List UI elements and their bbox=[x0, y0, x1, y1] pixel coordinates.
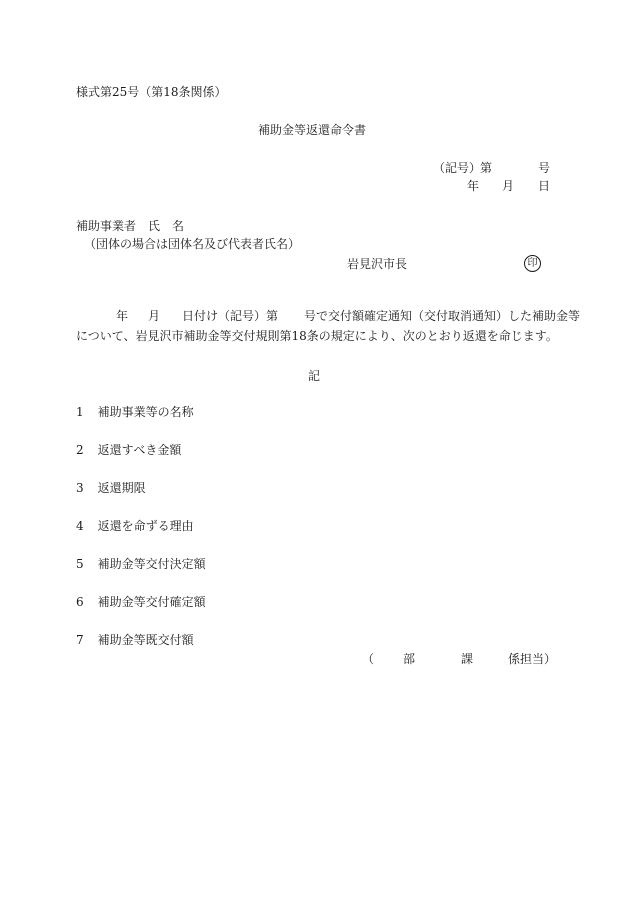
body-day-kigo: 日付け（記号）第 bbox=[182, 309, 279, 323]
item-number: 3 bbox=[76, 481, 84, 495]
item-list bbox=[76, 404, 276, 647]
contact-ka: 課 bbox=[461, 652, 474, 666]
list-item bbox=[76, 556, 206, 572]
list-item bbox=[76, 442, 181, 458]
date-day: 日 bbox=[538, 179, 551, 193]
list-item bbox=[76, 518, 194, 534]
body-month: 月 bbox=[148, 309, 161, 323]
date-month: 月 bbox=[502, 179, 515, 193]
item-number: 6 bbox=[76, 595, 84, 609]
date-year: 年 bbox=[467, 179, 480, 193]
list-item bbox=[76, 404, 194, 420]
list-item bbox=[76, 632, 194, 648]
recipient-note: （団体の場合は団体名及び代表者氏名） bbox=[84, 237, 301, 251]
list-item bbox=[76, 480, 146, 496]
item-label: 返還期限 bbox=[97, 481, 146, 495]
item-number: 7 bbox=[76, 633, 84, 647]
seal-mark: 印 bbox=[524, 255, 541, 272]
document-date bbox=[467, 178, 557, 194]
body-year: 年 bbox=[116, 309, 129, 323]
body-line-2: について、岩見沢市補助金等交付規則第18条の規定により、次のとおり返還を命じます。 bbox=[76, 329, 558, 343]
contact-kakari: 係担当） bbox=[508, 652, 557, 666]
item-label: 補助金等交付確定額 bbox=[97, 595, 206, 609]
document-reference bbox=[433, 160, 553, 176]
doc-ref-go: 号 bbox=[538, 161, 551, 175]
body-paragraph bbox=[76, 308, 581, 348]
item-number: 1 bbox=[76, 405, 84, 419]
item-number: 4 bbox=[76, 519, 84, 533]
doc-ref-kigo: （記号） bbox=[433, 161, 482, 175]
item-number: 5 bbox=[76, 557, 84, 571]
form-number: 様式第25号（第18条関係） bbox=[76, 85, 227, 99]
item-number: 2 bbox=[76, 443, 84, 457]
contact-open: （ bbox=[362, 652, 375, 666]
body-rest: 号で交付額確定通知（交付取消通知）した補助金等 bbox=[304, 309, 581, 323]
recipient-shi: 氏 bbox=[148, 219, 161, 233]
item-label: 返還を命ずる理由 bbox=[97, 519, 194, 533]
contact-line bbox=[362, 651, 557, 667]
document-title: 補助金等返還命令書 bbox=[258, 123, 367, 137]
item-label: 返還すべき金額 bbox=[97, 443, 182, 457]
issuer-name: 岩見沢市長 bbox=[347, 257, 408, 271]
item-label: 補助金等交付決定額 bbox=[97, 557, 206, 571]
doc-ref-dai: 第 bbox=[480, 161, 493, 175]
recipient-label: 補助事業者 bbox=[76, 219, 137, 233]
contact-bu: 部 bbox=[403, 652, 416, 666]
recipient-mei: 名 bbox=[172, 219, 185, 233]
item-label: 補助金等既交付額 bbox=[97, 633, 194, 647]
list-item bbox=[76, 594, 206, 610]
ki-heading: 記 bbox=[308, 369, 321, 383]
item-label: 補助事業等の名称 bbox=[97, 405, 194, 419]
recipient-block bbox=[76, 218, 336, 258]
